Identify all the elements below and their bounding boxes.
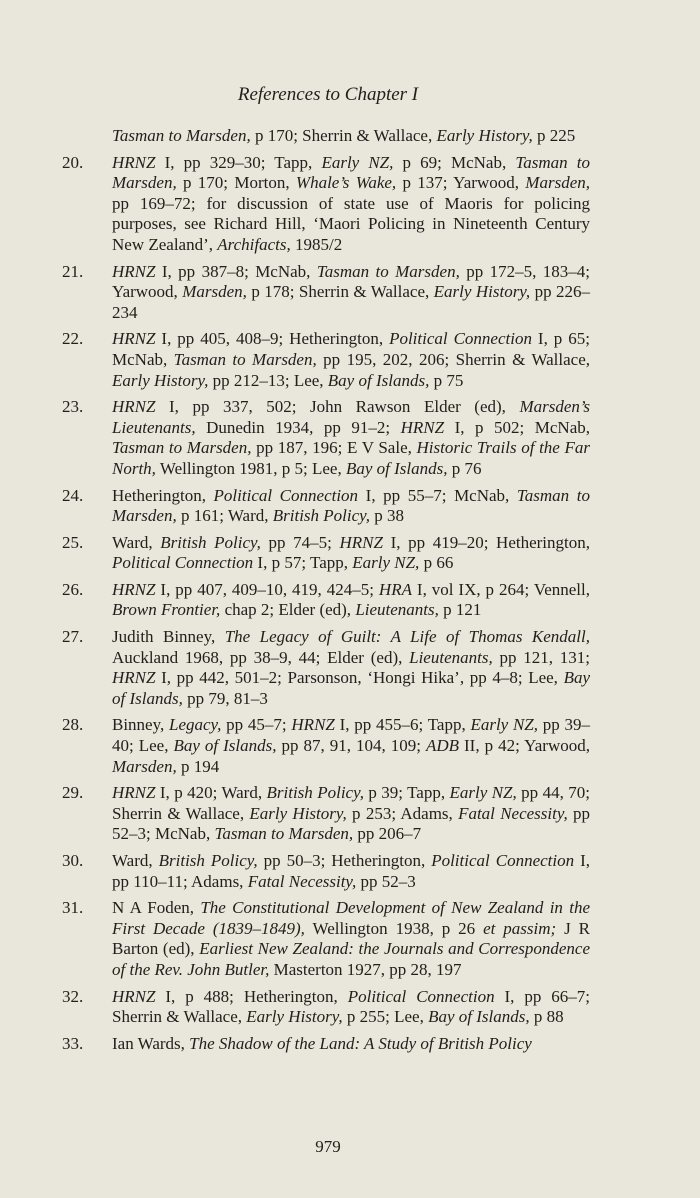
note-number: 22. — [62, 329, 84, 349]
page-number: 979 — [315, 1137, 341, 1156]
reference-note — [62, 987, 590, 1028]
note-text: Ward, British Policy, pp 74–5; HRNZ I, pp 419–20; Hetherington, Political Connection I, p 57; Tapp, Early NZ, p 66 — [112, 532, 590, 573]
reference-note — [62, 580, 590, 621]
note-text: HRNZ I, pp 329–30; Tapp, Early NZ, p 69; McNab, Tasman to Marsden, p 170; Morton, Whale’s Wake, p 137; Yarwood, Marsden, pp 169–72; for discussion of state use of Maoris for policing purposes, see Richard Hill, ‘Maori Policing in Nineteenth Century New Zealand’, Archifacts, 1985/2 — [112, 152, 590, 254]
reference-note — [62, 486, 590, 527]
note-text: HRNZ I, p 420; Ward, British Policy, p 39; Tapp, Early NZ, pp 44, 70; Sherrin & Wallace, Early History, p 253; Adams, Fatal Necessity, pp 52–3; McNab, Tasman to Marsden, pp 206–7 — [112, 783, 590, 844]
reference-note — [62, 262, 590, 324]
note-text: Hetherington, Political Connection I, pp 55–7; McNab, Tasman to Marsden, p 161; Ward, British Policy, p 38 — [112, 485, 590, 526]
note-text: HRNZ I, p 488; Hetherington, Political Connection I, pp 66–7; Sherrin & Wallace, Early History, p 255; Lee, Bay of Islands, p 88 — [112, 986, 591, 1027]
reference-note — [62, 783, 590, 845]
note-text: Tasman to Marsden, p 170; Sherrin & Wallace, Early History, p 225 — [112, 126, 576, 145]
note-number: 28. — [62, 715, 84, 735]
note-number: 24. — [62, 485, 84, 505]
notes-list — [62, 126, 590, 1060]
note-number: 31. — [62, 898, 84, 918]
note-text: HRNZ I, pp 405, 408–9; Hetherington, Political Connection I, p 65; McNab, Tasman to Marsden, pp 195, 202, 206; Sherrin & Wallace, Early History, pp 212–13; Lee, Bay of Islands, p 75 — [112, 329, 590, 390]
reference-note — [62, 715, 590, 777]
note-number: 25. — [62, 532, 84, 552]
note-text: Ward, British Policy, pp 50–3; Hetherington, Political Connection I, pp 110–11; Adams, Fatal Necessity, pp 52–3 — [112, 851, 590, 891]
reference-note — [62, 898, 590, 980]
note-text: HRNZ I, pp 407, 409–10, 419, 424–5; HRA I, vol IX, p 264; Vennell, Brown Frontier, chap 2; Elder (ed), Lieutenants, p 121 — [112, 579, 591, 620]
note-number: 30. — [62, 851, 84, 870]
note-number: 21. — [62, 261, 84, 281]
reference-note — [62, 329, 590, 391]
note-number: 32. — [62, 986, 84, 1006]
note-text: Ian Wards, The Shadow of the Land: A Study of British Policy — [112, 1033, 532, 1053]
reference-note — [62, 851, 590, 892]
note-number: 29. — [62, 783, 84, 803]
reference-note — [62, 397, 590, 479]
note-number: 26. — [62, 579, 84, 599]
note-number: 27. — [62, 627, 84, 647]
reference-note — [62, 153, 590, 256]
reference-note — [62, 126, 590, 147]
note-number: 23. — [62, 397, 84, 417]
note-number: 33. — [62, 1033, 84, 1053]
note-text: HRNZ I, pp 387–8; McNab, Tasman to Marsden, pp 172–5, 183–4; Yarwood, Marsden, p 178; Sherrin & Wallace, Early History, pp 226–234 — [112, 261, 590, 322]
note-number: 20. — [62, 152, 84, 172]
note-text: Judith Binney, The Legacy of Guilt: A Life of Thomas Kendall, Auckland 1968, pp 38–9, 44; Elder (ed), Lieutenants, pp 121, 131; HRNZ I, pp 442, 501–2; Parsonson, ‘Hongi Hika’, pp 4–8; Lee, Bay of Islands, pp 79, 81–3 — [112, 627, 590, 708]
note-text: HRNZ I, pp 337, 502; John Rawson Elder (ed), Marsden’s Lieutenants, Dunedin 1934, pp 91–2; HRNZ I, p 502; McNab, Tasman to Marsden, pp 187, 196; E V Sale, Historic Trails of the Far North, Wellington 1981, p 5; Lee, Bay of Islands, p 76 — [112, 397, 590, 478]
note-text: Binney, Legacy, pp 45–7; HRNZ I, pp 455–6; Tapp, Early NZ, pp 39–40; Lee, Bay of Islands, pp 87, 91, 104, 109; ADB II, p 42; Yarwood, Marsden, p 194 — [112, 715, 591, 776]
note-number — [62, 126, 112, 147]
note-text: N A Foden, The Constitutional Development of New Zealand in the First Decade (1839–1849), Wellington 1938, p 26 et passim; J R Barton (ed), Earliest New Zealand: the Journals and Correspondence of the Rev. John Butler, Masterton 1927, pp 28, 197 — [112, 898, 590, 979]
reference-note — [62, 627, 590, 709]
running-head: References to Chapter I — [237, 84, 419, 105]
reference-note — [62, 533, 590, 574]
reference-note — [62, 1034, 590, 1055]
